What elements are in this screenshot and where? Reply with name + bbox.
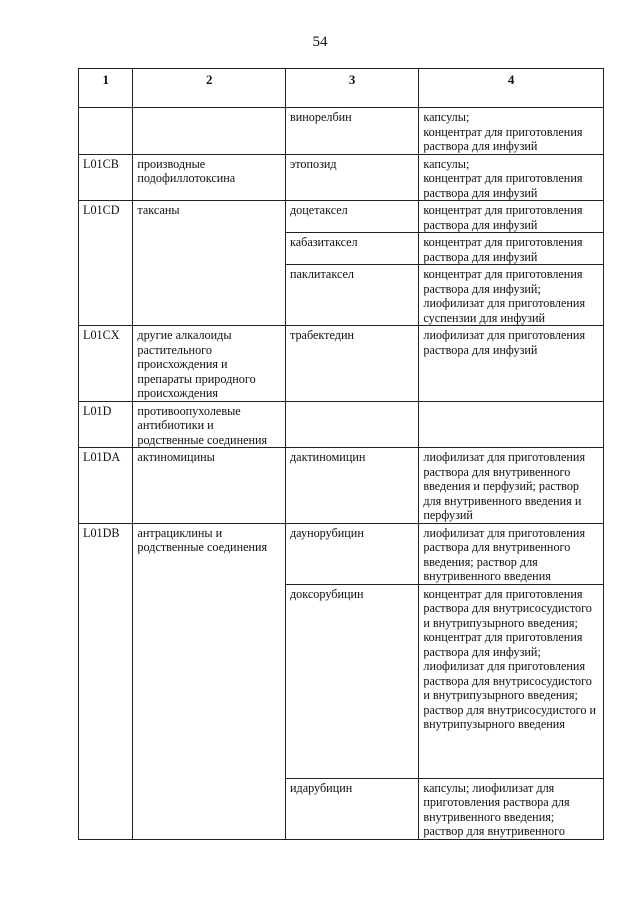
dosage-form-cell: лиофилизат для приготовления раствора для внутривенного введения и перфузий; раствор для внутривенного введения и перфузий [419, 448, 604, 524]
drug-name-cell [285, 401, 418, 448]
dosage-form-cell: концентрат для приготовления раствора для инфузий; лиофилизат для приготовления суспензии для инфузий [419, 265, 604, 326]
group-cell: таксаны [133, 201, 286, 326]
dosage-form-cell: концентрат для приготовления раствора для инфузий [419, 201, 604, 233]
group-cell: другие алкалоиды растительного происхождения и препараты природного происхождения [133, 326, 286, 402]
dosage-form-cell: лиофилизат для приготовления раствора для внутривенного введения; раствор для внутривенного введения [419, 523, 604, 584]
drug-name-cell: дактиномицин [285, 448, 418, 524]
drug-name-cell: кабазитаксел [285, 233, 418, 265]
table-row [79, 326, 604, 402]
dosage-form-cell: концентрат для приготовления раствора для инфузий [419, 233, 604, 265]
drug-name-cell: доцетаксел [285, 201, 418, 233]
group-cell: актиномицины [133, 448, 286, 524]
header-cell-2: 2 [133, 69, 286, 108]
table-row [79, 401, 604, 448]
header-cell-1: 1 [79, 69, 133, 108]
dosage-form-cell: капсулы; концентрат для приготовления раствора для инфузий [419, 108, 604, 155]
atc-code-cell: L01CB [79, 154, 133, 201]
drug-name-cell: даунорубицин [285, 523, 418, 584]
atc-code-cell: L01CX [79, 326, 133, 402]
drug-table [78, 68, 604, 840]
atc-code-cell: L01CD [79, 201, 133, 326]
drug-name-cell: паклитаксел [285, 265, 418, 326]
table-header-row [79, 69, 604, 108]
atc-code-cell [79, 108, 133, 155]
table-row [79, 448, 604, 524]
group-cell: противоопухолевые антибиотики и родственные соединения [133, 401, 286, 448]
drug-name-cell: идарубицин [285, 778, 418, 839]
atc-code-cell: L01D [79, 401, 133, 448]
drug-name-cell: трабектедин [285, 326, 418, 402]
table-row [79, 523, 604, 584]
dosage-form-cell [419, 401, 604, 448]
group-cell: антрациклины и родственные соединения [133, 523, 286, 839]
header-cell-3: 3 [285, 69, 418, 108]
group-cell: производные подофиллотоксина [133, 154, 286, 201]
dosage-form-cell: капсулы; лиофилизат для приготовления раствора для внутривенного введения; раствор для внутривенного [419, 778, 604, 839]
dosage-form-cell: капсулы; концентрат для приготовления раствора для инфузий [419, 154, 604, 201]
dosage-form-cell: лиофилизат для приготовления раствора для инфузий [419, 326, 604, 402]
group-cell [133, 108, 286, 155]
dosage-form-cell: концентрат для приготовления раствора для внутрисосудистого и внутрипузырного введения; концентрат для приготовления раствора для инфузий; лиофилизат для приготовления раствора для внутрисосудистого и внутрипузырного введения; раствор для внутрисосудистого и внутрипузырного введения [419, 584, 604, 778]
header-cell-4: 4 [419, 69, 604, 108]
table-row [79, 154, 604, 201]
atc-code-cell: L01DB [79, 523, 133, 839]
drug-name-cell: доксорубицин [285, 584, 418, 778]
page-number: 54 [312, 34, 328, 50]
drug-name-cell: винорелбин [285, 108, 418, 155]
table-row [79, 108, 604, 155]
table-row [79, 201, 604, 233]
drug-name-cell: этопозид [285, 154, 418, 201]
atc-code-cell: L01DA [79, 448, 133, 524]
